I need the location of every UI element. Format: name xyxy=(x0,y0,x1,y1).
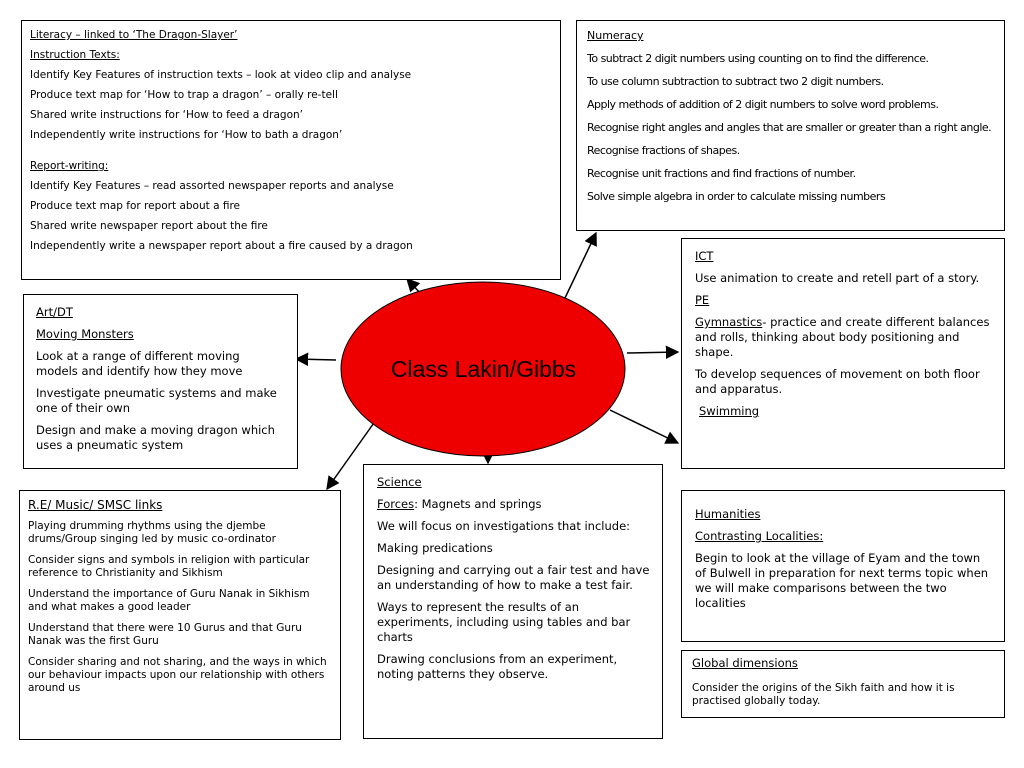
humanities-title: Humanities xyxy=(695,507,761,521)
numeracy-item: Apply methods of addition of 2 digit numbers to solve word problems. xyxy=(587,98,939,111)
literacy-title: Literacy – linked to ‘The Dragon-Slayer’ xyxy=(30,29,238,41)
numeracy-item: To subtract 2 digit numbers using counting on to find the difference. xyxy=(587,52,929,65)
science-item: Making predications xyxy=(377,541,493,555)
literacy-item: Independently write instructions for ‘How to bath a dragon’ xyxy=(30,129,343,141)
humanities-box xyxy=(681,490,1005,642)
numeracy-box xyxy=(576,20,1005,231)
re-item: Consider sharing and not sharing, and the ways in which our behaviour impacts upon our relationship with others around us xyxy=(28,656,327,694)
center-ellipse xyxy=(341,282,625,456)
re-item: Consider signs and symbols in religion with particular reference to Christianity and Sikhism xyxy=(28,554,310,579)
re-item: Playing drumming rhythms using the djembe drums/Group singing led by music co-ordinator xyxy=(28,520,276,545)
arrow-to-art xyxy=(296,359,336,360)
literacy-item: Shared write instructions for ‘How to feed a dragon’ xyxy=(30,109,303,121)
re-item: Understand that there were 10 Gurus and that Guru Nanak was the first Guru xyxy=(28,622,302,647)
ict-title: ICT xyxy=(695,249,714,263)
numeracy-item: Solve simple algebra in order to calculate missing numbers xyxy=(587,190,886,203)
art-item: Investigate pneumatic systems and make one of their own xyxy=(36,386,277,415)
gymnastics-label: Gymnastics xyxy=(695,315,763,329)
numeracy-item: Recognise unit fractions and find fractions of number. xyxy=(587,167,856,180)
report-writing-heading: Report-writing: xyxy=(30,160,109,172)
numeracy-item: To use column subtraction to subtract two 2 digit numbers. xyxy=(587,75,884,88)
forces-label: Forces xyxy=(377,497,415,511)
art-dt-box xyxy=(23,294,298,469)
numeracy-item: Recognise right angles and angles that are smaller or greater than a right angle. xyxy=(587,121,992,134)
literacy-item: Identify Key Features of instruction texts – look at video clip and analyse xyxy=(30,69,412,81)
literacy-item: Produce text map for report about a fire xyxy=(30,200,241,212)
literacy-item: Identify Key Features – read assorted newspaper reports and analyse xyxy=(30,180,394,192)
science-title: Science xyxy=(377,475,422,489)
instruction-texts-heading: Instruction Texts: xyxy=(30,49,120,61)
science-item: We will focus on investigations that include: xyxy=(377,519,631,533)
swimming-label: Swimming xyxy=(699,404,760,418)
forces-text: : Magnets and springs xyxy=(414,497,542,511)
arrow-to-numeracy xyxy=(565,233,596,298)
literacy-item: Shared write newspaper report about the fire xyxy=(30,220,268,232)
art-title: Art/DT xyxy=(36,305,73,319)
ict-pe-box xyxy=(681,238,1005,469)
science-item: Ways to represent the results of an experiments, including using tables and bar charts xyxy=(377,600,631,644)
ict-text: Use animation to create and retell part of a story. xyxy=(695,271,980,285)
pe-title: PE xyxy=(695,293,710,307)
art-item: Design and make a moving dragon which uses a pneumatic system xyxy=(36,423,275,452)
literacy-item: Independently write a newspaper report about a fire caused by a dragon xyxy=(30,240,413,252)
re-title: R.E/ Music/ SMSC links xyxy=(28,498,163,512)
art-subtitle: Moving Monsters xyxy=(36,327,134,341)
global-title: Global dimensions xyxy=(692,656,798,670)
science-box xyxy=(363,464,663,739)
arrow-to-ict xyxy=(627,352,678,353)
global-dimensions-box xyxy=(681,650,1005,718)
global-text: Consider the origins of the Sikh faith and how it is practised globally today. xyxy=(692,682,955,707)
science-item: Designing and carrying out a fair test and have an understanding of how to make a test fair. xyxy=(377,563,650,592)
literacy-box xyxy=(21,20,561,280)
gymnastics-paragraph xyxy=(695,315,992,360)
science-item: Drawing conclusions from an experiment, noting patterns they observe. xyxy=(377,652,618,681)
gymnastics-text: - practice and create different balances and rolls, thinking about body positioning and shape. xyxy=(695,315,990,359)
numeracy-item: Recognise fractions of shapes. xyxy=(587,144,740,157)
arrow-to-ict-lower xyxy=(610,410,678,443)
art-item: Look at a range of different moving models and identify how they move xyxy=(36,349,243,378)
sequences-text: To develop sequences of movement on both floor and apparatus. xyxy=(695,367,980,396)
humanities-text: Begin to look at the village of Eyam and the town of Bulwell in preparation for next terms topic when we will make comparisons between the two localities xyxy=(695,551,989,610)
re-music-smsc-box xyxy=(19,490,341,740)
literacy-item: Produce text map for ‘How to trap a dragon’ – orally re-tell xyxy=(30,89,338,101)
center-title: Class Lakin/Gibbs xyxy=(390,356,577,382)
humanities-subtitle: Contrasting Localities: xyxy=(695,529,824,543)
numeracy-title: Numeracy xyxy=(587,29,644,42)
re-item: Understand the importance of Guru Nanak in Sikhism and what makes a good leader xyxy=(28,588,310,613)
forces-paragraph xyxy=(377,497,650,512)
